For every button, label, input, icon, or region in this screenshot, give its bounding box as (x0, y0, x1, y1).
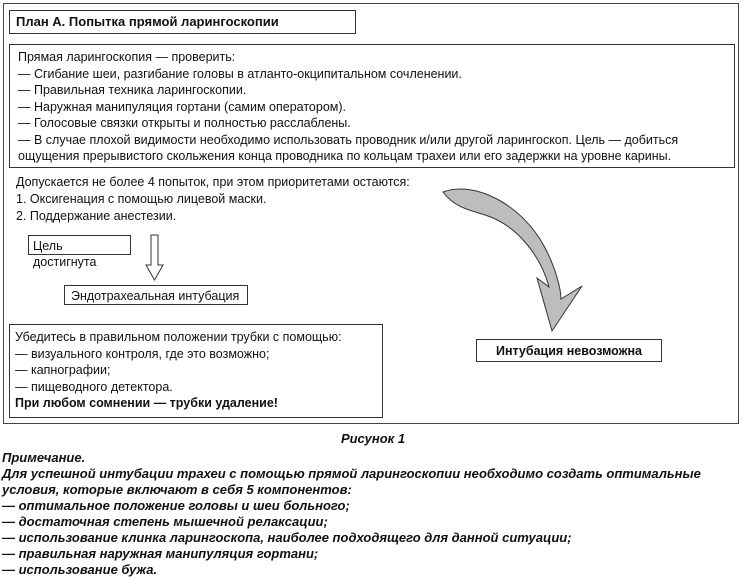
confirm-emphasis: При любом сомнении — трубки удаление! (15, 396, 278, 410)
note-block (2, 450, 744, 578)
figure-caption: Рисунок 1 (340, 431, 406, 446)
intubation-failed-box: Интубация невозможна (476, 339, 662, 362)
note-line: — правильная наружная манипуляция гортани; (2, 546, 319, 561)
note-line: Примечание. (2, 450, 86, 465)
endotracheal-intubation-box: Эндотрахеальная интубация (64, 285, 248, 305)
confirm-line: Убедитесь в правильном положении трубки с помощью: (15, 330, 342, 344)
note-line: — оптимальное положение головы и шеи больного; (2, 498, 350, 513)
checklist-line: — Голосовые связки открыты и полностью расслаблены. (18, 116, 351, 130)
attempts-line: Допускается не более 4 попыток, при этом приоритетами остаются: (16, 175, 410, 189)
checklist-line: Прямая ларингоскопия — проверить: (18, 50, 236, 64)
note-line: условия, которые включают в себя 5 компонентов: (2, 482, 352, 497)
note-line: Для успешной интубации трахеи с помощью прямой ларингоскопии необходимо создать оптимальные (2, 466, 701, 481)
confirm-line: — пищеводного детектора. (15, 379, 173, 394)
checklist-line: — Сгибание шеи, разгибание головы в атланто-окципитальном сочленении. (18, 66, 462, 81)
attempts-line: 1. Оксигенация с помощью лицевой маски. (16, 192, 267, 206)
confirm-line: — визуального контроля, где это возможно; (15, 346, 270, 361)
checklist-line: — Наружная манипуляция гортани (самим оператором). (18, 99, 347, 114)
goal-reached-box: Цель достигнута (28, 235, 131, 255)
attempts-line: 2. Поддержание анестезии. (16, 209, 177, 223)
checklist-line: ощущения прерывистого скольжения конца проводника по кольцам трахеи или его задержки на уровне карины. (18, 149, 672, 163)
checklist-line: — Правильная техника ларингоскопии. (18, 83, 247, 97)
curved-arrow-icon (443, 189, 582, 331)
note-line: — достаточная степень мышечной релаксации; (2, 514, 328, 529)
checklist-line: — В случае плохой видимости необходимо использовать проводник и/или другой ларингоскоп. Цель — добиться (18, 132, 679, 147)
confirm-line: — капнографии; (15, 363, 111, 377)
down-arrow-icon (146, 235, 163, 280)
plan-title: План А. Попытка прямой ларингоскопии (9, 10, 356, 34)
note-line: — использование клинка ларингоскопа, наиболее подходящего для данной ситуации; (2, 530, 572, 545)
note-line: — использование бужа. (2, 562, 158, 577)
